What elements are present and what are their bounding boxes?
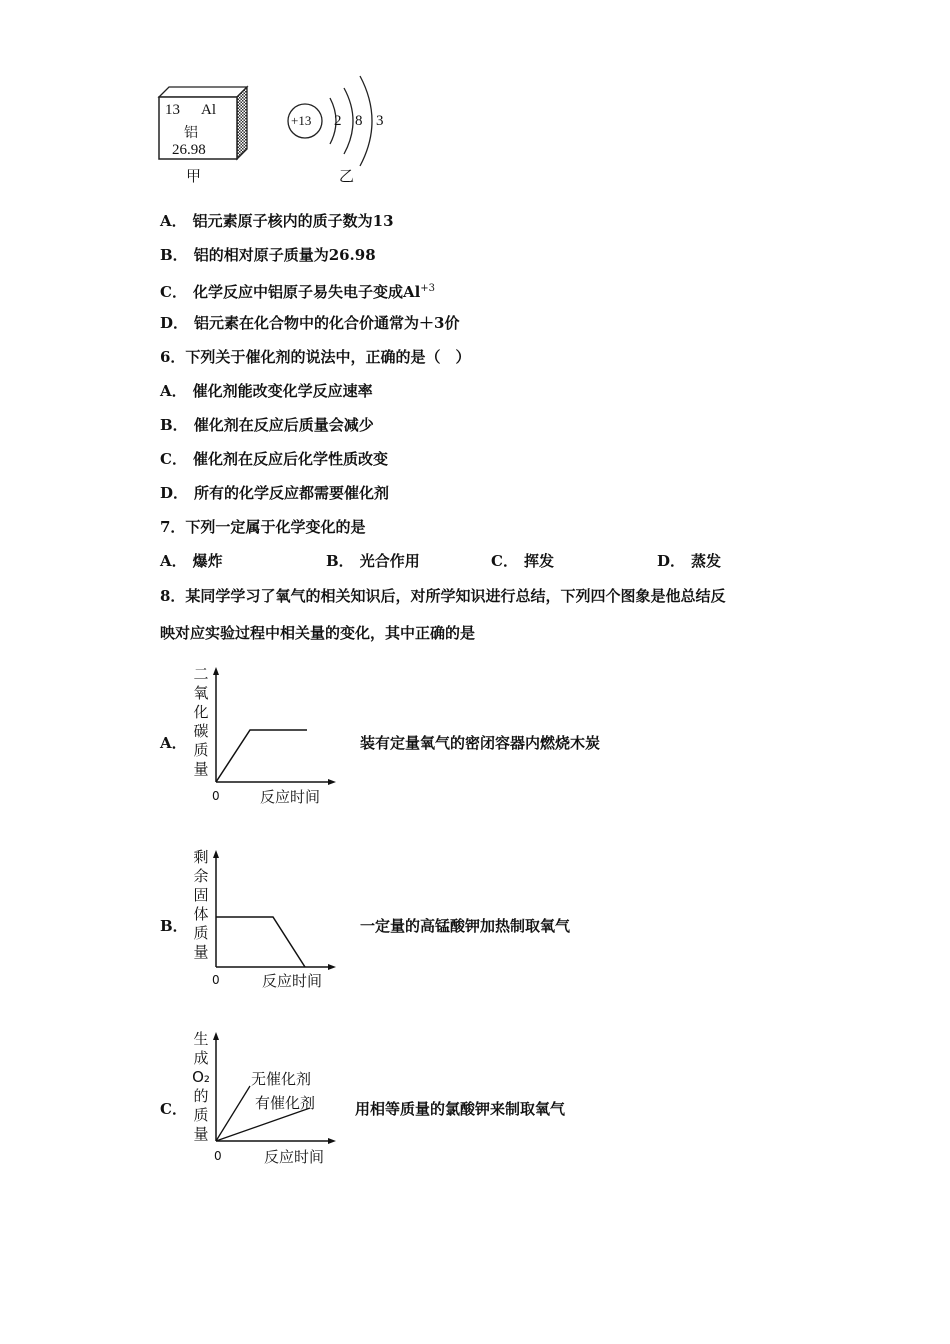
option-letter: C． bbox=[160, 283, 187, 301]
figure-caption-jia: 甲 bbox=[186, 167, 202, 185]
option-letter: C． bbox=[160, 450, 187, 468]
option-text: 催化剂在反应后质量会减少 bbox=[193, 416, 374, 434]
q5-option-b bbox=[160, 245, 376, 265]
option-letter: A． bbox=[160, 552, 187, 570]
option-text: 铝的相对原子质量为26.98 bbox=[193, 246, 376, 264]
option-text: 化学反应中铝原子易失电子变成Al bbox=[192, 283, 421, 301]
chart-x-label: 反应时间 bbox=[260, 788, 321, 806]
q7-option-c bbox=[491, 551, 554, 571]
q6-option-c bbox=[160, 449, 388, 469]
q7-option-b bbox=[326, 551, 420, 571]
q6-option-b bbox=[160, 415, 374, 435]
option-letter: D． bbox=[657, 552, 686, 570]
chart-y-label: 二 氧 化 碳 质 量 bbox=[193, 665, 209, 778]
option-text: 光合作用 bbox=[359, 552, 420, 570]
series-with-catalyst-label: 有催化剂 bbox=[255, 1094, 316, 1112]
series-no-catalyst-label: 无催化剂 bbox=[251, 1070, 312, 1088]
option-text: 催化剂能改变化学反应速率 bbox=[192, 382, 373, 400]
chart-y-label: 生 成 O₂ 的 质 量 bbox=[192, 1030, 210, 1143]
q6-option-d bbox=[160, 483, 389, 503]
option-letter: B． bbox=[326, 552, 354, 570]
element-name: 铝 bbox=[184, 125, 198, 141]
q5-option-d bbox=[160, 313, 459, 333]
q6-option-a bbox=[160, 381, 373, 401]
option-letter: A． bbox=[160, 212, 187, 230]
option-text: 铝元素在化合物中的化合价通常为＋3价 bbox=[194, 314, 460, 332]
chart-letter: B． bbox=[160, 917, 188, 935]
chart-description: 一定量的高锰酸钾加热制取氧气 bbox=[360, 917, 571, 935]
chart-y-label: 剩 余 固 体 质 量 bbox=[193, 848, 209, 961]
option-text: 蒸发 bbox=[691, 552, 722, 570]
q8-stem-line-2: 映对应实验过程中相关量的变化，其中正确的是 bbox=[160, 624, 476, 642]
q5-option-a bbox=[160, 211, 394, 231]
chart-description: 用相等质量的氯酸钾来制取氧气 bbox=[355, 1100, 566, 1118]
atomic-number: 13 bbox=[165, 102, 180, 118]
charge-superscript: +3 bbox=[420, 283, 436, 294]
chart-letter: A． bbox=[160, 734, 187, 752]
option-text: 爆炸 bbox=[192, 552, 223, 570]
chart-origin: 0 bbox=[212, 973, 220, 987]
element-symbol: Al bbox=[201, 102, 216, 118]
shell-3-electrons: 3 bbox=[376, 113, 384, 129]
option-letter: B． bbox=[160, 246, 188, 264]
chart-description: 装有定量氧气的密闭容器内燃烧木炭 bbox=[360, 734, 601, 752]
option-letter: C． bbox=[491, 552, 518, 570]
figure-caption-yi: 乙 bbox=[339, 167, 355, 185]
q8-stem-line-1: 8．某同学学习了氧气的相关知识后，对所学知识进行总结，下列四个图象是他总结反 bbox=[160, 587, 726, 605]
option-text: 所有的化学反应都需要催化剂 bbox=[194, 484, 390, 502]
chart-letter: C． bbox=[160, 1100, 187, 1118]
q7-option-d bbox=[657, 551, 721, 571]
q5-option-c bbox=[160, 279, 435, 302]
option-letter: B． bbox=[160, 416, 188, 434]
chart-origin: 0 bbox=[214, 1149, 222, 1163]
chart-x-label: 反应时间 bbox=[262, 972, 323, 990]
option-text: 催化剂在反应后化学性质改变 bbox=[192, 450, 388, 468]
chart-line bbox=[216, 917, 305, 967]
option-letter: D． bbox=[160, 484, 189, 502]
series-no-catalyst-line bbox=[216, 1086, 250, 1141]
q7-option-a bbox=[160, 551, 223, 571]
shell-2-electrons: 8 bbox=[355, 113, 363, 129]
shell-1-electrons: 2 bbox=[334, 113, 342, 129]
chart-origin: 0 bbox=[212, 789, 220, 803]
atomic-mass: 26.98 bbox=[172, 142, 206, 158]
nucleus-charge: +13 bbox=[291, 113, 312, 128]
option-text: 铝元素原子核内的质子数为13 bbox=[192, 212, 394, 230]
q7-stem: 7．下列一定属于化学变化的是 bbox=[160, 518, 366, 536]
option-letter: D． bbox=[160, 314, 189, 332]
chart-x-label: 反应时间 bbox=[264, 1148, 325, 1166]
chart-line bbox=[216, 730, 307, 782]
chart-axes bbox=[210, 665, 340, 790]
option-text: 挥发 bbox=[523, 552, 554, 570]
option-letter: A． bbox=[160, 382, 187, 400]
q6-stem: 6．下列关于催化剂的说法中，正确的是（ ） bbox=[160, 348, 471, 366]
chart-axes bbox=[210, 848, 340, 973]
